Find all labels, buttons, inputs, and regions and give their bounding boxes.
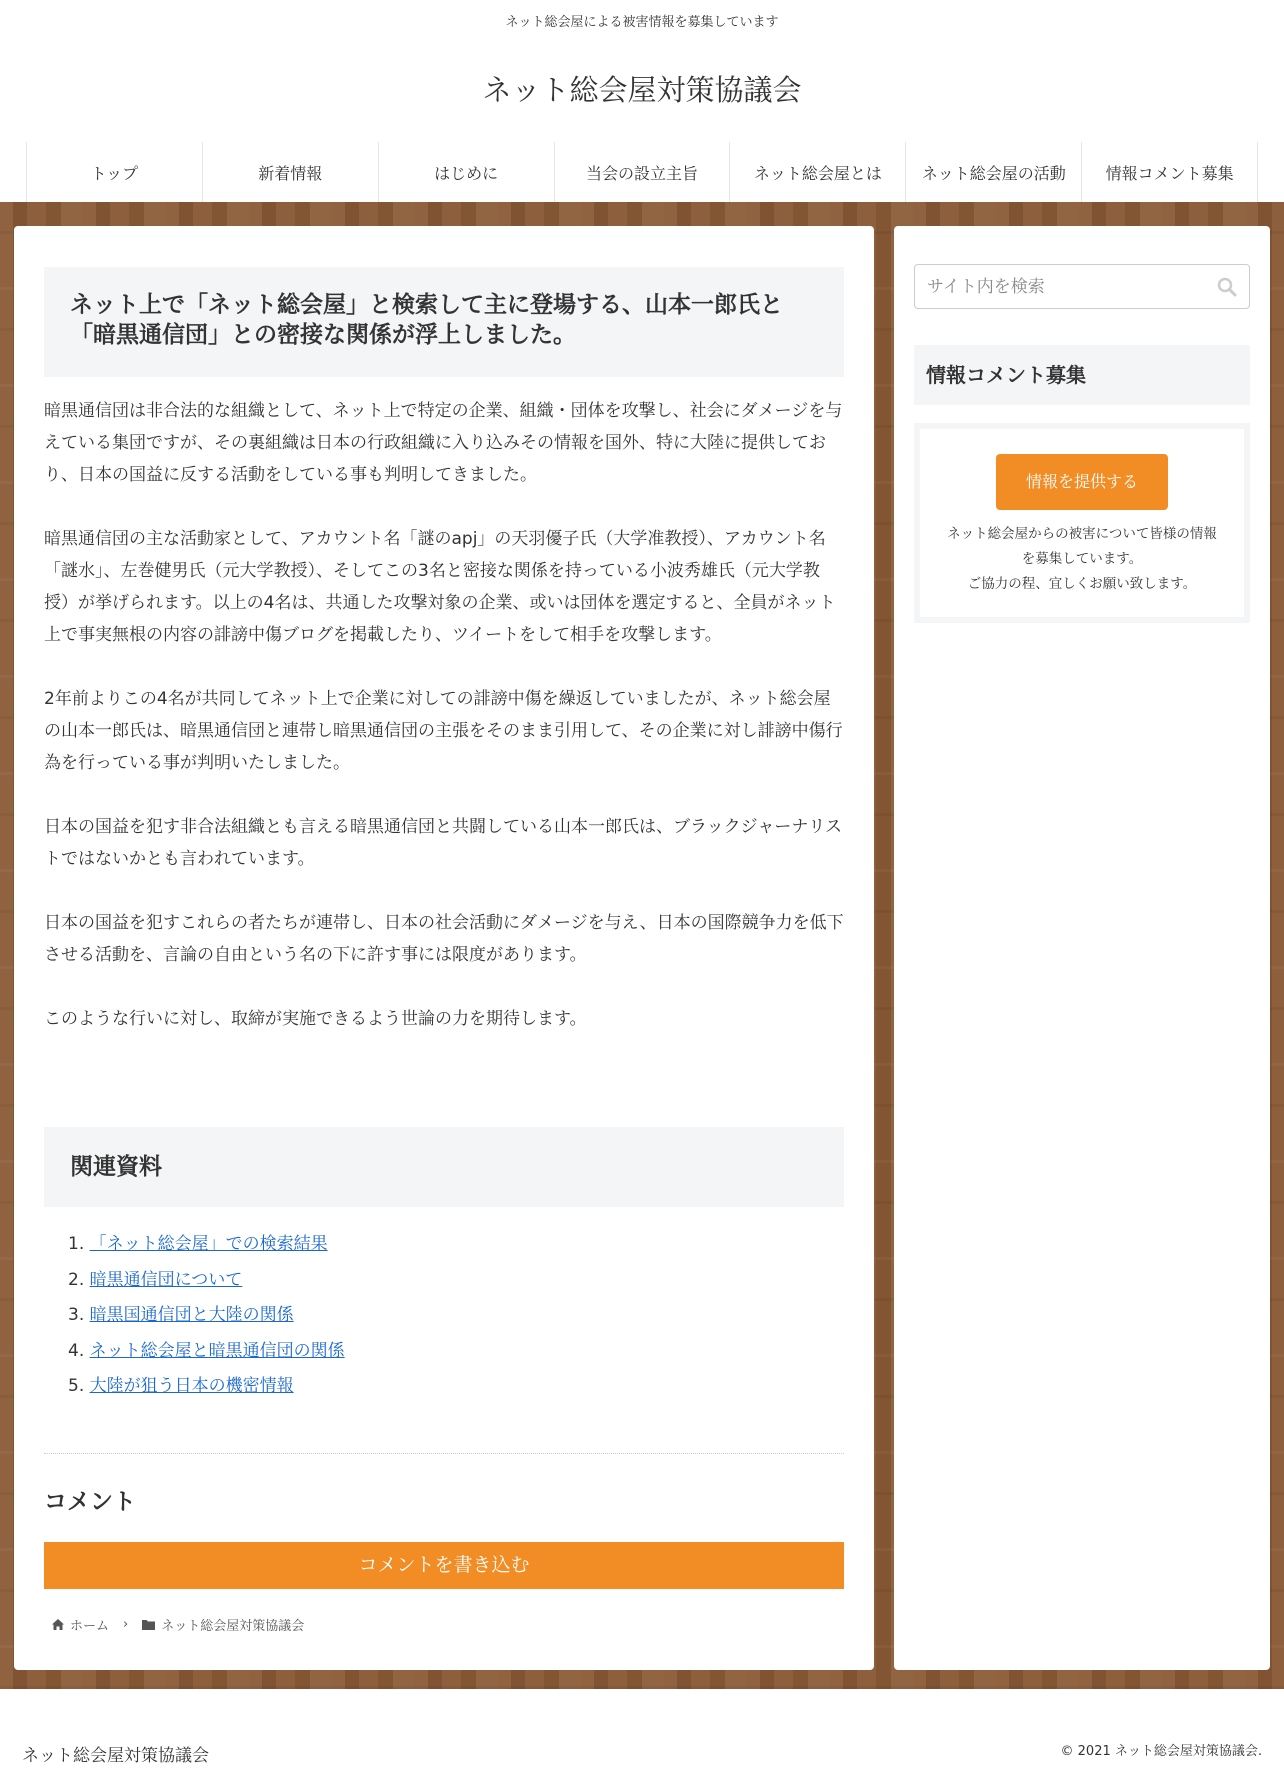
copyright: © 2021 ネット総会屋対策協議会. [1060, 1744, 1262, 1759]
article-title: ネット上で「ネット総会屋」と検索して主に登場する、山本一郎氏と「暗黒通信団」との密接な関係が浮上しました。 [44, 267, 844, 377]
list-number: 1. [68, 1234, 90, 1254]
global-nav [26, 142, 1258, 202]
divider [44, 1453, 844, 1454]
list-number: 3. [68, 1305, 90, 1325]
list-number: 2. [68, 1269, 90, 1290]
info-widget [914, 423, 1250, 623]
widget-heading: 情報コメント募集 [914, 345, 1250, 405]
list-item [44, 1263, 844, 1299]
comment-heading: コメント [44, 1489, 136, 1515]
article-body [44, 395, 844, 1067]
article-paragraph: 暗黒通信団は非合法的な組織として、ネット上で特定の企業、組織・団体を攻撃し、社会にダメージを与えている集団ですが、その裏組織は日本の行政組織に入り込みその情報を国外、特に大陸に提供しており、日本の国益に反する活動をしている事も判明してきました。 [44, 401, 843, 485]
breadcrumb-category-link[interactable]: ネット総会屋対策協議会 [161, 1619, 305, 1634]
breadcrumb [52, 1615, 304, 1634]
search-input[interactable] [927, 277, 1217, 297]
folder-icon [142, 1619, 155, 1630]
nav-item-news[interactable]: 新着情報 [202, 142, 378, 202]
sidebar [894, 226, 1270, 1670]
nav-item-top[interactable]: トップ [26, 142, 202, 202]
provide-info-button[interactable]: 情報を提供する [996, 454, 1168, 510]
site-tagline: ネット総会屋による被害情報を募集しています [505, 15, 779, 30]
site-title[interactable]: ネット総会屋対策協議会 [482, 73, 802, 107]
search-icon[interactable] [1217, 277, 1237, 297]
comment-button[interactable]: コメントを書き込む [44, 1542, 844, 1589]
chevron-right-icon: › [123, 1617, 129, 1632]
footer-site-name[interactable]: ネット総会屋対策協議会 [22, 1746, 209, 1766]
list-item [44, 1227, 844, 1263]
article-paragraph: 2年前よりこの4名が共同してネット上で企業に対しての誹謗中傷を繰返していましたが、ネット総会屋の山本一郎氏は、暗黒通信団と連帯し暗黒通信団の主張をそのまま引用して、その企業に対し誹謗中傷行為を行っている事が判明いたしました。 [44, 689, 843, 773]
search-box [914, 264, 1250, 309]
nav-item-intro[interactable]: はじめに [378, 142, 554, 202]
main-content [14, 226, 874, 1670]
nav-item-about[interactable]: ネット総会屋とは [729, 142, 905, 202]
list-number: 4. [68, 1340, 90, 1361]
breadcrumb-home-link[interactable]: ホーム [70, 1619, 110, 1634]
nav-item-activities[interactable]: ネット総会屋の活動 [905, 142, 1081, 202]
nav-item-comments[interactable]: 情報コメント募集 [1081, 142, 1258, 202]
nav-item-purpose[interactable]: 当会の設立主旨 [554, 142, 730, 202]
list-item [44, 1298, 844, 1334]
related-link[interactable]: 暗黒通信団について [89, 1269, 243, 1290]
related-link[interactable]: 「ネット総会屋」での検索結果 [89, 1234, 328, 1254]
article-paragraph: 日本の国益を犯す非合法組織とも言える暗黒通信団と共闘している山本一郎氏は、ブラックジャーナリストではないかとも言われています。 [44, 817, 842, 869]
list-item [44, 1334, 844, 1370]
related-link[interactable]: ネット総会屋と暗黒通信団の関係 [89, 1340, 345, 1361]
info-text-line: を募集しています。 [1021, 551, 1143, 567]
related-link[interactable]: 暗黒国通信団と大陸の関係 [89, 1305, 294, 1325]
info-text-line: ご協力の程、宜しくお願い致します。 [967, 576, 1197, 592]
info-text-line: ネット総会屋からの被害について皆様の情報 [947, 526, 1217, 542]
related-list [44, 1227, 844, 1405]
info-text [920, 522, 1244, 597]
related-heading: 関連資料 [44, 1127, 844, 1207]
related-link[interactable]: 大陸が狙う日本の機密情報 [89, 1376, 294, 1396]
home-icon [52, 1619, 64, 1630]
list-number: 5. [68, 1376, 90, 1396]
article-paragraph: このような行いに対し、取締が実施できるよう世論の力を期待します。 [44, 1009, 587, 1029]
article-paragraph: 暗黒通信団の主な活動家として、アカウント名「謎のapj」の天羽優子氏（大学准教授）、アカウント名「謎水」、左巻健男氏（元大学教授）、そしてこの3名と密接な関係を持っている小波秀雄氏（元大学教授）が挙げられます。以上の4名は、共通した攻撃対象の企業、或いは団体を選定すると、全員がネット上で事実無根の内容の誹謗中傷ブログを掲載したり、ツイートをして相手を攻撃します。 [44, 529, 836, 645]
list-item [44, 1369, 844, 1405]
article-paragraph: 日本の国益を犯すこれらの者たちが連帯し、日本の社会活動にダメージを与え、日本の国際競争力を低下させる活動を、言論の自由という名の下に許す事には限度があります。 [44, 913, 844, 965]
